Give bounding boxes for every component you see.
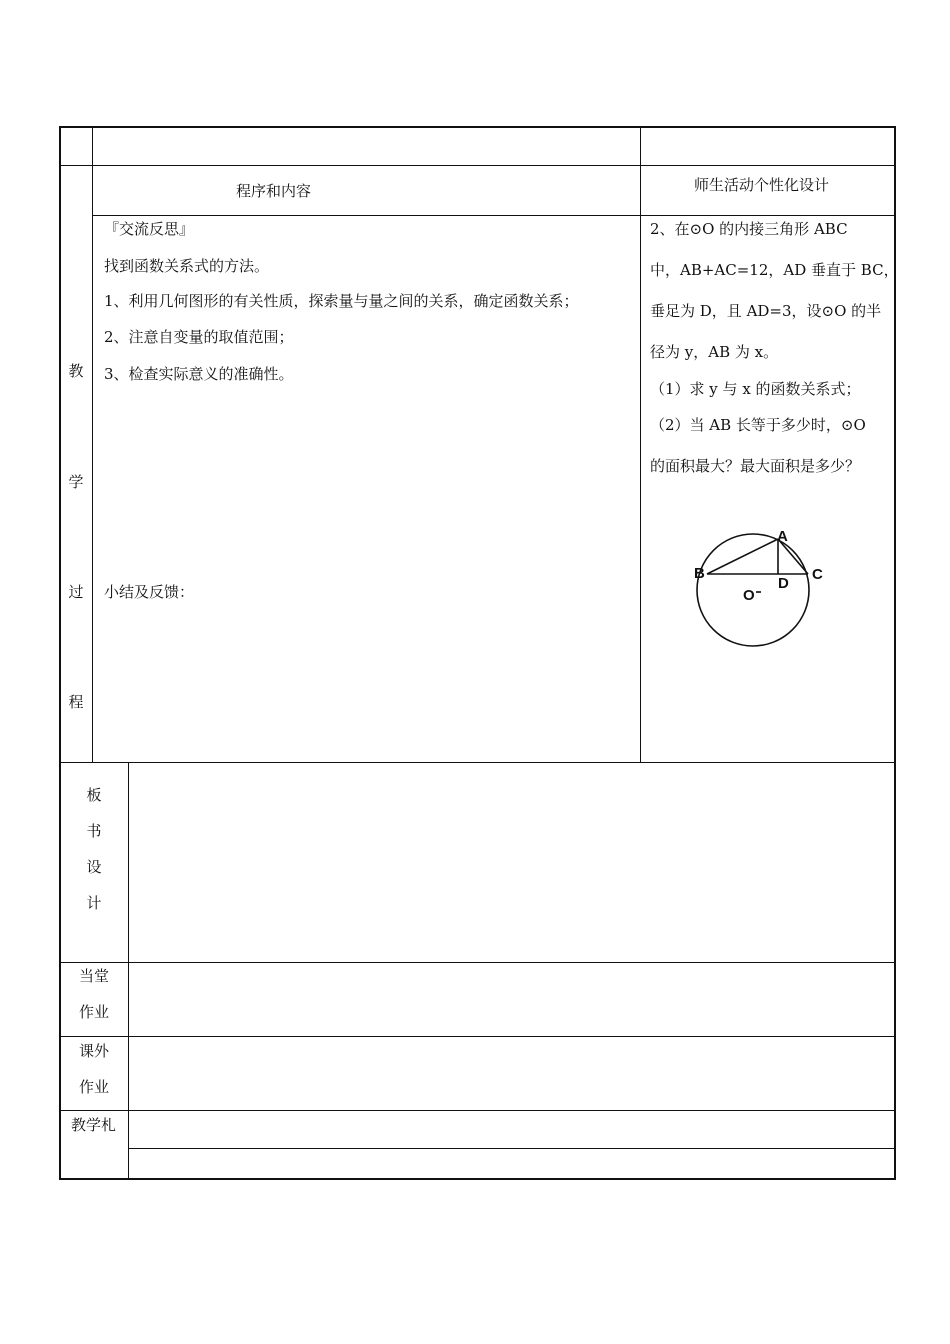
row-divider: [59, 165, 896, 166]
row-divider: [129, 1148, 896, 1149]
problem-line: 径为 y，AB 为 x。: [650, 343, 779, 361]
table-border-right: [894, 126, 896, 1180]
header-content: 程序和内容: [236, 182, 312, 200]
col-divider: [128, 762, 129, 1180]
row-divider: [59, 1110, 896, 1111]
content-line: 3、检查实际意义的准确性。: [104, 365, 294, 383]
board-design-char: 设: [86, 858, 102, 876]
summary-feedback: 小结及反馈：: [104, 583, 195, 601]
problem-line: （2）当 AB 长等于多少时，⊙O: [650, 416, 866, 434]
label-o: O: [743, 587, 755, 604]
content-line: 2、注意自变量的取值范围；: [104, 328, 294, 346]
table-border-top: [59, 126, 896, 128]
problem-line: 2、在⊙O 的内接三角形 ABC: [650, 220, 848, 238]
table-border-bottom: [59, 1178, 896, 1180]
board-design-char: 计: [86, 894, 102, 912]
class-homework-label: 当堂: [79, 967, 110, 985]
content-line: 1、利用几何图形的有关性质，探索量与量之间的关系，确定函数关系；: [104, 292, 579, 310]
label-b: B: [694, 565, 705, 582]
content-line: 找到函数关系式的方法。: [104, 257, 270, 275]
header-teacher-activity: 师生活动个性化设计: [694, 176, 830, 194]
problem-line: 垂足为 D，且 AD=3，设⊙O 的半: [650, 302, 882, 320]
board-design-char: 板: [86, 786, 102, 804]
row-divider: [93, 215, 896, 216]
label-c: C: [812, 566, 823, 583]
class-homework-label: 作业: [79, 1003, 110, 1021]
extra-homework-label: 作业: [79, 1078, 110, 1096]
problem-line: 中，AB+AC=12，AD 垂直于 BC，: [650, 261, 899, 279]
process-label-char: 过: [68, 583, 84, 601]
process-label-char: 程: [68, 693, 84, 711]
label-a: A: [777, 528, 788, 545]
process-label-char: 教: [68, 362, 84, 380]
label-d: D: [778, 575, 789, 592]
col-divider: [92, 126, 93, 763]
problem-line: 的面积最大？最大面积是多少？: [650, 457, 861, 475]
process-label-char: 学: [68, 473, 84, 491]
teaching-notes-label: 教学札: [71, 1116, 117, 1134]
col-divider: [640, 126, 641, 763]
segment-ab: [707, 539, 778, 574]
row-divider: [59, 762, 896, 763]
circle-triangle-figure: [690, 522, 840, 652]
problem-line: （1）求 y 与 x 的函数关系式；: [650, 380, 861, 398]
board-design-char: 书: [86, 822, 102, 840]
content-line: 『交流反思』: [104, 220, 195, 238]
row-divider: [59, 1036, 896, 1037]
extra-homework-label: 课外: [79, 1042, 110, 1060]
row-divider: [59, 962, 896, 963]
table-border-left: [59, 126, 61, 1180]
